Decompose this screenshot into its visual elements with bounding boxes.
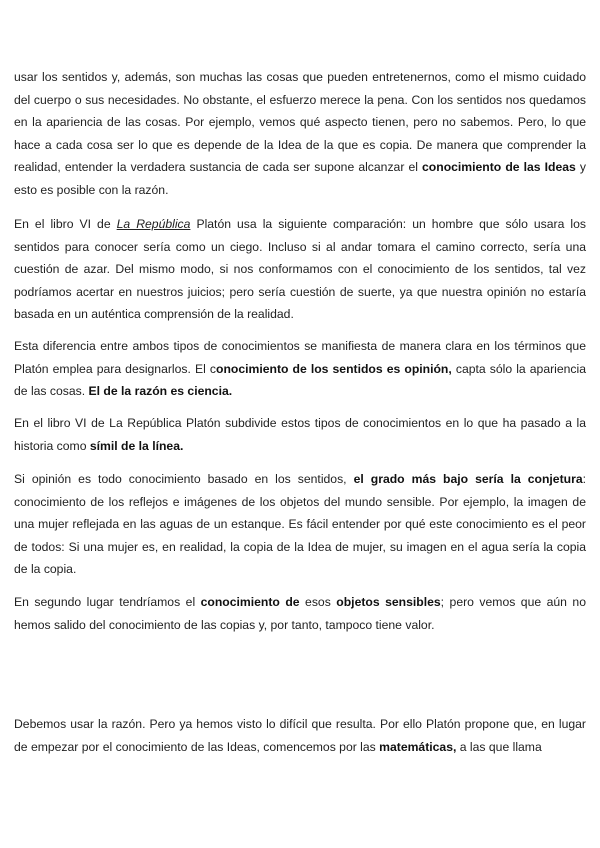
text-run: Platón usa la siguiente comparación: un hombre que sólo usara los sentidos para conocer sería como un ciego. Incluso si al andar tomara el camino correcto, sería una cuestión de azar. Del mismo modo, si nos conformamos con el conocimiento de los sentidos, tal vez podríamos acertar en nuestros juicios; pero sería cuestión de suerte, ya que nuestra opinión no estaría basada en un auténtica comprensión de la realidad. [14, 217, 586, 321]
bold-phrase: el grado más bajo sería la conjetura [353, 472, 583, 486]
paragraph [14, 468, 586, 581]
text-run: esos [299, 595, 337, 609]
bold-phrase: matemáticas, [379, 739, 457, 754]
text-run: ; pero vemos que aún no hemos salido del conocimiento de las copias y, por tanto, tampoco tiene valor. [14, 595, 586, 632]
paragraph [14, 412, 586, 457]
text-run: Si opinión es todo conocimiento basado en los sentidos, [14, 472, 354, 486]
text-run: Debemos usar la razón. Pero ya hemos visto lo difícil que resulta. Por ello Platón propone que, en lugar de empezar por el conocimiento de las Ideas, comencemos por las [14, 717, 586, 754]
text-run: usar los sentidos y, además, son muchas las cosas que pueden entretenernos, como el mismo cuidado del cuerpo o sus necesidades. No obstante, el esfuerzo merece la pena. Con los sentidos nos quedamos en la apariencia de las cosas. Por ejemplo, vemos qué aspecto tienen, pero no sabemos. Pero, lo que hace a cada cosa ser lo que es depende de la Idea de la que es copia. De manera que comprender la realidad, entender la verdadera sustancia de cada ser supone alcanzar el [14, 70, 586, 174]
text-run: capta sólo la apariencia de las cosas. [14, 361, 586, 398]
bold-phrase: símil de la línea. [89, 438, 184, 453]
bold-phrase: objetos sensibles [336, 595, 441, 609]
paragraph [14, 213, 586, 326]
paragraph [14, 713, 586, 758]
text-run: y esto es posible con la razón. [14, 160, 586, 197]
paragraph [14, 335, 586, 403]
bold-phrase: conocimiento de las Ideas [422, 160, 576, 174]
text-run: En el libro VI de [14, 217, 117, 231]
text-run: En el libro VI de La República Platón subdivide estos tipos de conocimientos en lo que ha pasado a la historia como [14, 416, 586, 453]
text-run: En segundo lugar tendríamos el [14, 595, 201, 609]
bold-phrase: onocimiento de los sentidos es opinión, [216, 361, 452, 376]
paragraph [14, 66, 586, 201]
book-title: La República [116, 217, 191, 231]
text-run: a las que llama [456, 739, 542, 754]
bold-phrase: El de la razón es ciencia. [88, 384, 233, 398]
bold-phrase: conocimiento de [200, 595, 300, 609]
text-run: : conocimiento de los reflejos e imágenes de los objetos del mundo sensible. Por ejemplo, la imagen de una mujer reflejada en las aguas de un estanque. Es fácil entender por qué este conocimiento es el peor de todos: Si una mujer es, en realidad, la copia de la Idea de mujer, su imagen en el agua sería la copia de la copia. [14, 472, 587, 576]
text-run: Esta diferencia entre ambos tipos de conocimientos se manifiesta de manera clara en los términos que Platón emplea para designarlos. El c [14, 339, 586, 376]
paragraph [14, 591, 586, 636]
